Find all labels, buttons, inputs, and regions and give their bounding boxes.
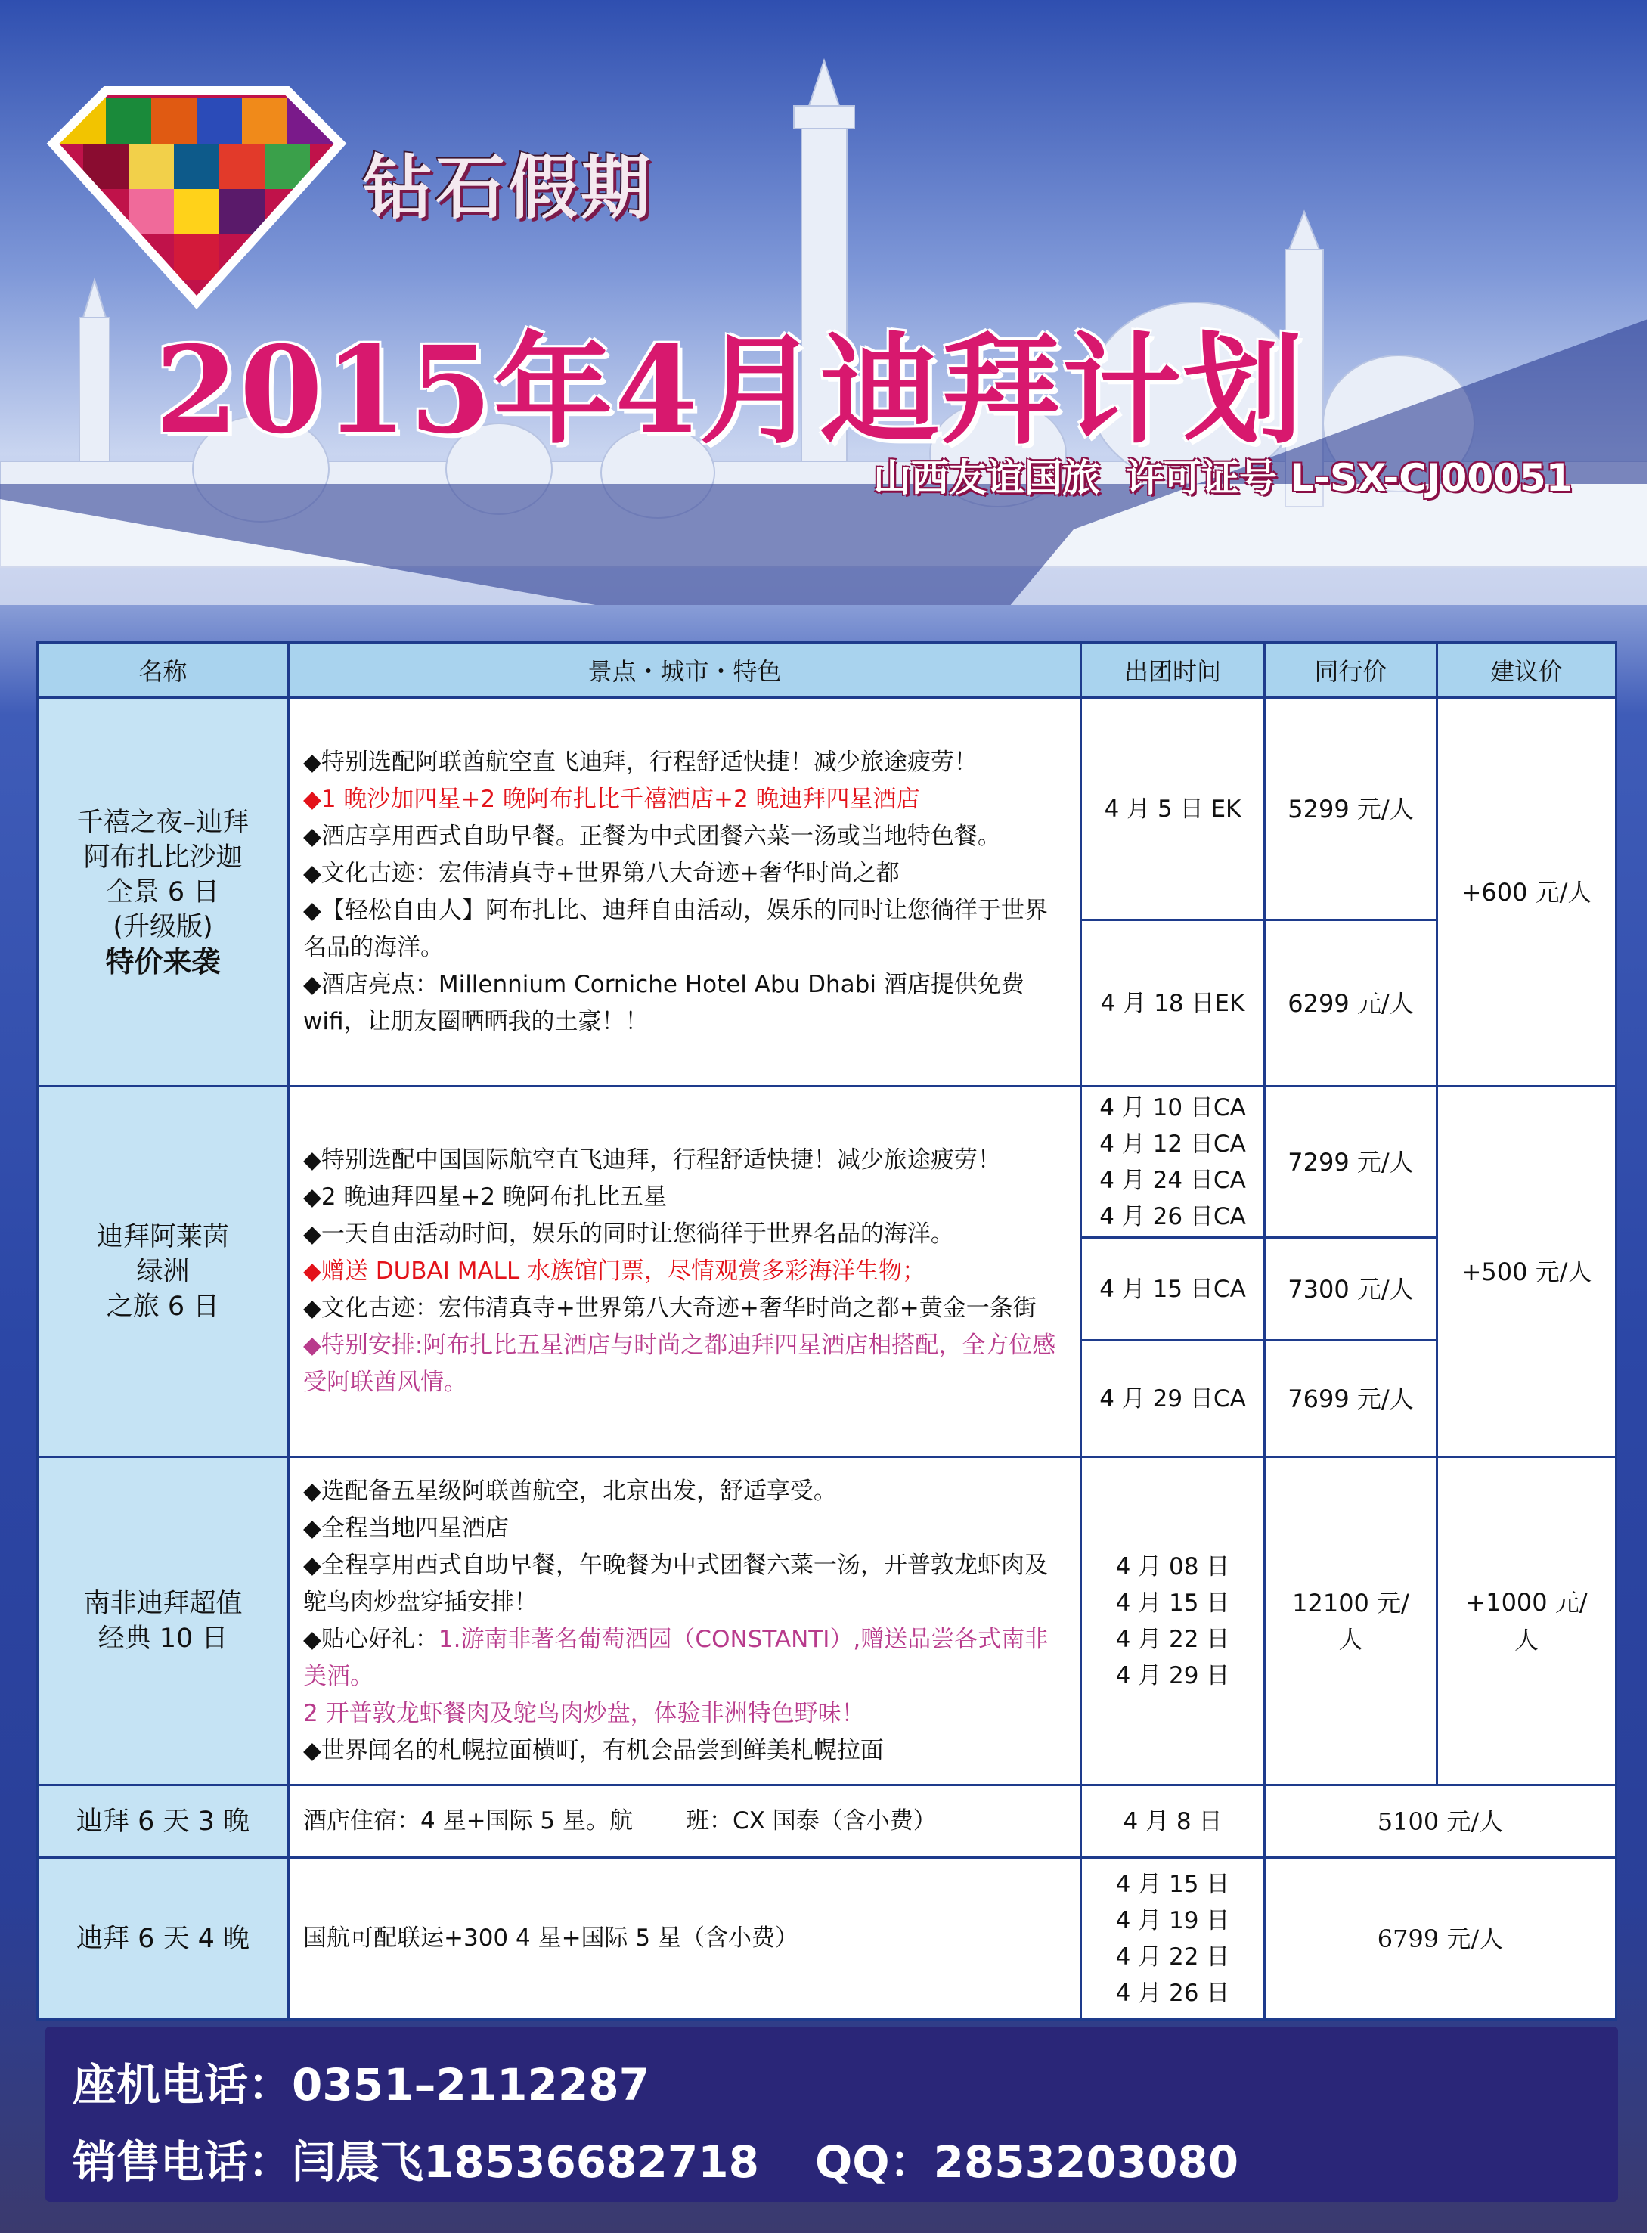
tour-name-line: 迪拜阿莱茵: [96, 1221, 229, 1252]
desc-part: 班：CX 国泰（含小费）: [685, 1807, 937, 1834]
departure-date: 4 月 22 日: [1115, 1625, 1230, 1653]
agent-price: 5299 元/人: [1265, 698, 1437, 920]
departure-date: 4 月 15 日CA: [1081, 1238, 1265, 1341]
departure-dates: [1081, 1457, 1265, 1785]
price-line: 人: [1338, 1624, 1363, 1654]
desc-line: ◆文化古迹：宏伟清真寺+世界第八大奇迹+奢华时尚之都: [303, 859, 900, 887]
tour-name-line: (升级版): [113, 911, 213, 942]
diamond-logo: [45, 83, 348, 310]
departure-date: 4 月 24 日CA: [1099, 1166, 1246, 1194]
desc-line: ◆赠送 DUBAI MALL 水族馆门票，尽情观赏多彩海洋生物；: [303, 1258, 926, 1285]
contact-panel: [45, 2027, 1618, 2202]
table-row: [38, 698, 1616, 920]
agent-price: 7699 元/人: [1265, 1341, 1437, 1457]
col-header: 景点・城市・特色: [289, 643, 1081, 698]
tour-name-line: 全景 6 日: [106, 876, 220, 907]
departure-date: 4 月 18 日EK: [1081, 920, 1265, 1087]
desc-gift-label: ◆贴心好礼：: [303, 1625, 439, 1653]
table-row: [38, 1785, 1616, 1858]
tour-name-line: 南非迪拜超值: [83, 1588, 243, 1619]
departure-date: 4 月 26 日: [1115, 1979, 1230, 2007]
agent-price: 6299 元/人: [1265, 920, 1437, 1087]
departure-date: 4 月 19 日: [1115, 1906, 1230, 1934]
tour-description: [289, 1785, 1081, 1858]
tour-name-line: 经典 10 日: [98, 1623, 228, 1654]
price-line: 人: [1514, 1625, 1539, 1655]
desc-part: 酒店住宿：4 星+国际 5 星。航: [303, 1807, 633, 1834]
tour-name: [38, 1087, 289, 1457]
desc-line: [303, 1621, 1066, 1695]
landline-label: 座机电话：: [73, 2059, 293, 2110]
landline-line: [73, 2049, 649, 2113]
tour-name-line: 阿布扎比沙迦: [83, 842, 243, 873]
suggested-price: [1437, 1457, 1616, 1785]
table-row: [38, 1858, 1616, 2020]
tour-name: [38, 698, 289, 1087]
agent-price: 7300 元/人: [1265, 1238, 1437, 1341]
col-header: 建议价: [1437, 643, 1616, 698]
tour-name-line: 之旅 6 日: [106, 1291, 220, 1322]
desc-line: ◆世界闻名的札幌拉面横町，有机会品尝到鲜美札幌拉面: [303, 1736, 884, 1764]
price: 5100 元/人: [1265, 1785, 1616, 1858]
tour-name: [38, 1457, 289, 1785]
col-header: 出团时间: [1081, 643, 1265, 698]
desc-line: ◆特别选配中国国际航空直飞迪拜，行程舒适快捷！减少旅途疲劳！: [303, 1146, 1001, 1174]
page-title: 2015年4月迪拜计划: [155, 321, 1304, 461]
sales-contact: 闫晨飞18536682718: [292, 2136, 759, 2188]
desc-line: ◆2 晚迪拜四星+2 晚阿布扎比五星: [303, 1183, 667, 1211]
right-border: [1647, 0, 1652, 2233]
desc-line: ◆特别选配阿联酋航空直飞迪拜，行程舒适快捷！减少旅途疲劳！: [303, 748, 978, 776]
price: 6799 元/人: [1265, 1858, 1616, 2020]
price-line: 12100 元/: [1292, 1588, 1409, 1617]
qq-number: 2853203080: [933, 2136, 1239, 2188]
desc-line: ◆【轻松自由人】阿布扎比、迪拜自由活动，娱乐的同时让您徜徉于世界名品的海洋。: [303, 896, 1048, 961]
desc-line: ◆酒店享用西式自助早餐。正餐为中式团餐六菜一汤或当地特色餐。: [303, 822, 1001, 850]
departure-date: 4 月 08 日: [1115, 1552, 1230, 1580]
tour-description: 国航可配联运+300 4 星+国际 5 星（含小费）: [289, 1858, 1081, 2020]
departure-date: 4 月 10 日CA: [1099, 1093, 1246, 1121]
departure-date: 4 月 5 日 EK: [1081, 698, 1265, 920]
tour-name-line: 千禧之夜–迪拜: [76, 807, 250, 838]
tour-name-highlight: 特价来袭: [105, 944, 221, 978]
departure-date: 4 月 29 日CA: [1081, 1341, 1265, 1457]
landline-number: 0351–2112287: [292, 2059, 649, 2110]
sales-label: 销售电话：: [73, 2136, 293, 2188]
desc-gift-1: 1.游南非著名葡萄酒园（CONSTANTI）,赠送品尝各式南非美酒。: [303, 1625, 1049, 1690]
agent-price: [1265, 1457, 1437, 1785]
table-row: [38, 1457, 1616, 1785]
agency-license: [873, 448, 1573, 502]
departure-date: 4 月 29 日: [1115, 1661, 1230, 1689]
table-row: [38, 1087, 1616, 1238]
tour-description: [289, 698, 1081, 1087]
tour-name-line: 绿洲: [136, 1256, 190, 1287]
departure-date: 4 月 8 日: [1081, 1785, 1265, 1858]
col-header: 名称: [38, 643, 289, 698]
desc-line: ◆选配备五星级阿联酋航空，北京出发，舒适享受。: [303, 1477, 837, 1505]
tour-name: 迪拜 6 天 4 晚: [38, 1858, 289, 2020]
departure-date: 4 月 15 日: [1115, 1870, 1230, 1898]
desc-line: ◆酒店亮点：Millennium Corniche Hotel Abu Dhabi 酒店提供免费 wifi，让朋友圈晒晒我的土豪！！: [303, 970, 1024, 1035]
departure-date: 4 月 22 日: [1115, 1943, 1230, 1971]
sales-line: [73, 2126, 1238, 2190]
license-number: 许可证号 L-SX-CJ00051: [1126, 456, 1573, 500]
departure-dates: [1081, 1087, 1265, 1238]
desc-line: ◆1 晚沙加四星+2 晚阿布扎比千禧酒店+2 晚迪拜四星酒店: [303, 785, 920, 813]
tour-table: [36, 641, 1617, 2021]
agent-price: 7299 元/人: [1265, 1087, 1437, 1238]
departure-date: 4 月 26 日CA: [1099, 1202, 1246, 1230]
desc-line: ◆全程享用西式自助早餐，午晚餐为中式团餐六菜一汤，开普敦龙虾肉及鸵鸟肉炒盘穿插安排！: [303, 1551, 1048, 1616]
suggested-price: +500 元/人: [1437, 1087, 1616, 1457]
tour-description: [289, 1087, 1081, 1457]
desc-line: ◆全程当地四星酒店: [303, 1514, 509, 1542]
brand-name: 钻石假期: [363, 147, 654, 228]
departure-date: 4 月 15 日: [1115, 1589, 1230, 1617]
departure-dates: [1081, 1858, 1265, 2020]
qq-label: QQ：: [814, 2136, 934, 2188]
tour-description: [289, 1457, 1081, 1785]
price-line: +1000 元/: [1465, 1587, 1588, 1617]
desc-line: ◆一天自由活动时间，娱乐的同时让您徜徉于世界名品的海洋。: [303, 1220, 954, 1248]
departure-date: 4 月 12 日CA: [1099, 1130, 1246, 1158]
tour-name: 迪拜 6 天 3 晚: [38, 1785, 289, 1858]
agency-name: 山西友谊国旅: [873, 456, 1100, 500]
col-header: 同行价: [1265, 643, 1437, 698]
suggested-price: +600 元/人: [1437, 698, 1616, 1087]
table-header-row: [38, 643, 1616, 698]
desc-line: 2 开普敦龙虾餐肉及鸵鸟肉炒盘，体验非洲特色野味！: [303, 1699, 865, 1727]
desc-line: ◆特别安排:阿布扎比五星酒店与时尚之都迪拜四星酒店相搭配，全方位感受阿联酋风情。: [303, 1332, 1056, 1396]
desc-line: ◆文化古迹：宏伟清真寺+世界第八大奇迹+奢华时尚之都+黄金一条街: [303, 1295, 1037, 1322]
